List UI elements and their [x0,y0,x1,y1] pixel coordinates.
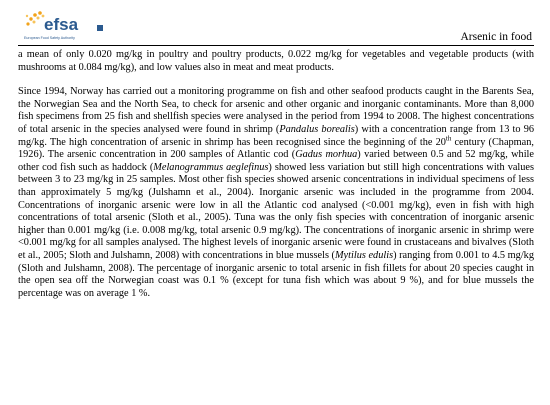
text-run: ) with a concentration range from 13 to 96 mg/kg. The high concentration of arsenic in shrimp has been recognised since the beginning of the 20 [18,123,534,148]
document-title: Arsenic in food [460,31,532,43]
logo-square [97,25,103,31]
text-run: Since 1994, Norway has carried out a monitoring programme on fish and other seafood products caught in the Barents Sea, the Norwegian Sea and the North Sea, to check for arsenic and other organic and inorganic contaminants. More than 8,000 fish specimens from 25 fish and shellfish species were analysed in the period from 1994 to 2008. The highest concentrations of total arsenic in the species analysed were found in shrimp ( [18,86,534,135]
logo-tagline: European Food Safety Authority [24,36,75,40]
header-rule [18,45,534,46]
species-name: Pandalus borealis [279,123,355,135]
superscript: th [445,134,452,143]
paragraph-2 [18,86,534,300]
paragraph-1: a mean of only 0.020 mg/kg in poultry and poultry products, 0.022 mg/kg for vegetables and vegetable products (with mushrooms at 0.084 mg/kg), and low values also in meat and meat products. [18,49,534,73]
text-run: ) ranging from 0.001 to 4.5 mg/kg (Sloth and Julshamn, 2008). The percentage of inorganic arsenic to total arsenic in fish fillets for about 20 species caught in the open sea off the Norwegian coast was 0.1 % (except for tuna fish which was about 9 %), and for blue mussels the percentage was on average 1 %. [18,249,534,299]
body-text [18,49,534,312]
species-name: Mytilus edulis [334,249,394,261]
text-run: century (Chapman, 1926). The arsenic concentration in 200 samples of Atlantic cod ( [18,136,534,161]
text-run: ) varied between 0.5 and 52 mg/kg, while other cod fish such as haddock ( [18,149,534,173]
text-run: ) showed less variation but still high concentrations with values between 3 to 23 mg/kg in 25 samples. Most other fish species showed arsenic concentrations in individual specimens of less than approximately 5 mg/kg (Julshamn et al., 2004). Inorganic arsenic was included in the programme from 2004. Concentrations of inorganic arsenic were low in all the Atlantic cod analysed (<0.001 mg/kg), even in fish with high concentrations of total arsenic (Sloth et al., 2005). Tuna was the only fish species with concentration of inorganic arsenic higher than 0.001 mg/kg (i.e. 0.008 mg/kg, total arsenic 0.9 mg/kg). The concentrations of inorganic arsenic in shrimp were <0.001 mg/kg for all samples analysed. The highest levels of inorganic arsenic were found in crustaceans and bivalves (Sloth et al., 2005; Sloth and Julshamn, 2008) with concentrations in blue mussels ( [18,161,534,261]
species-name: Gadus morhua [295,149,358,161]
logo-wordmark: efsa [44,15,79,34]
page-header [18,8,534,46]
efsa-logo [24,10,144,44]
species-name: Melanogrammus aeglefinus [153,161,269,173]
